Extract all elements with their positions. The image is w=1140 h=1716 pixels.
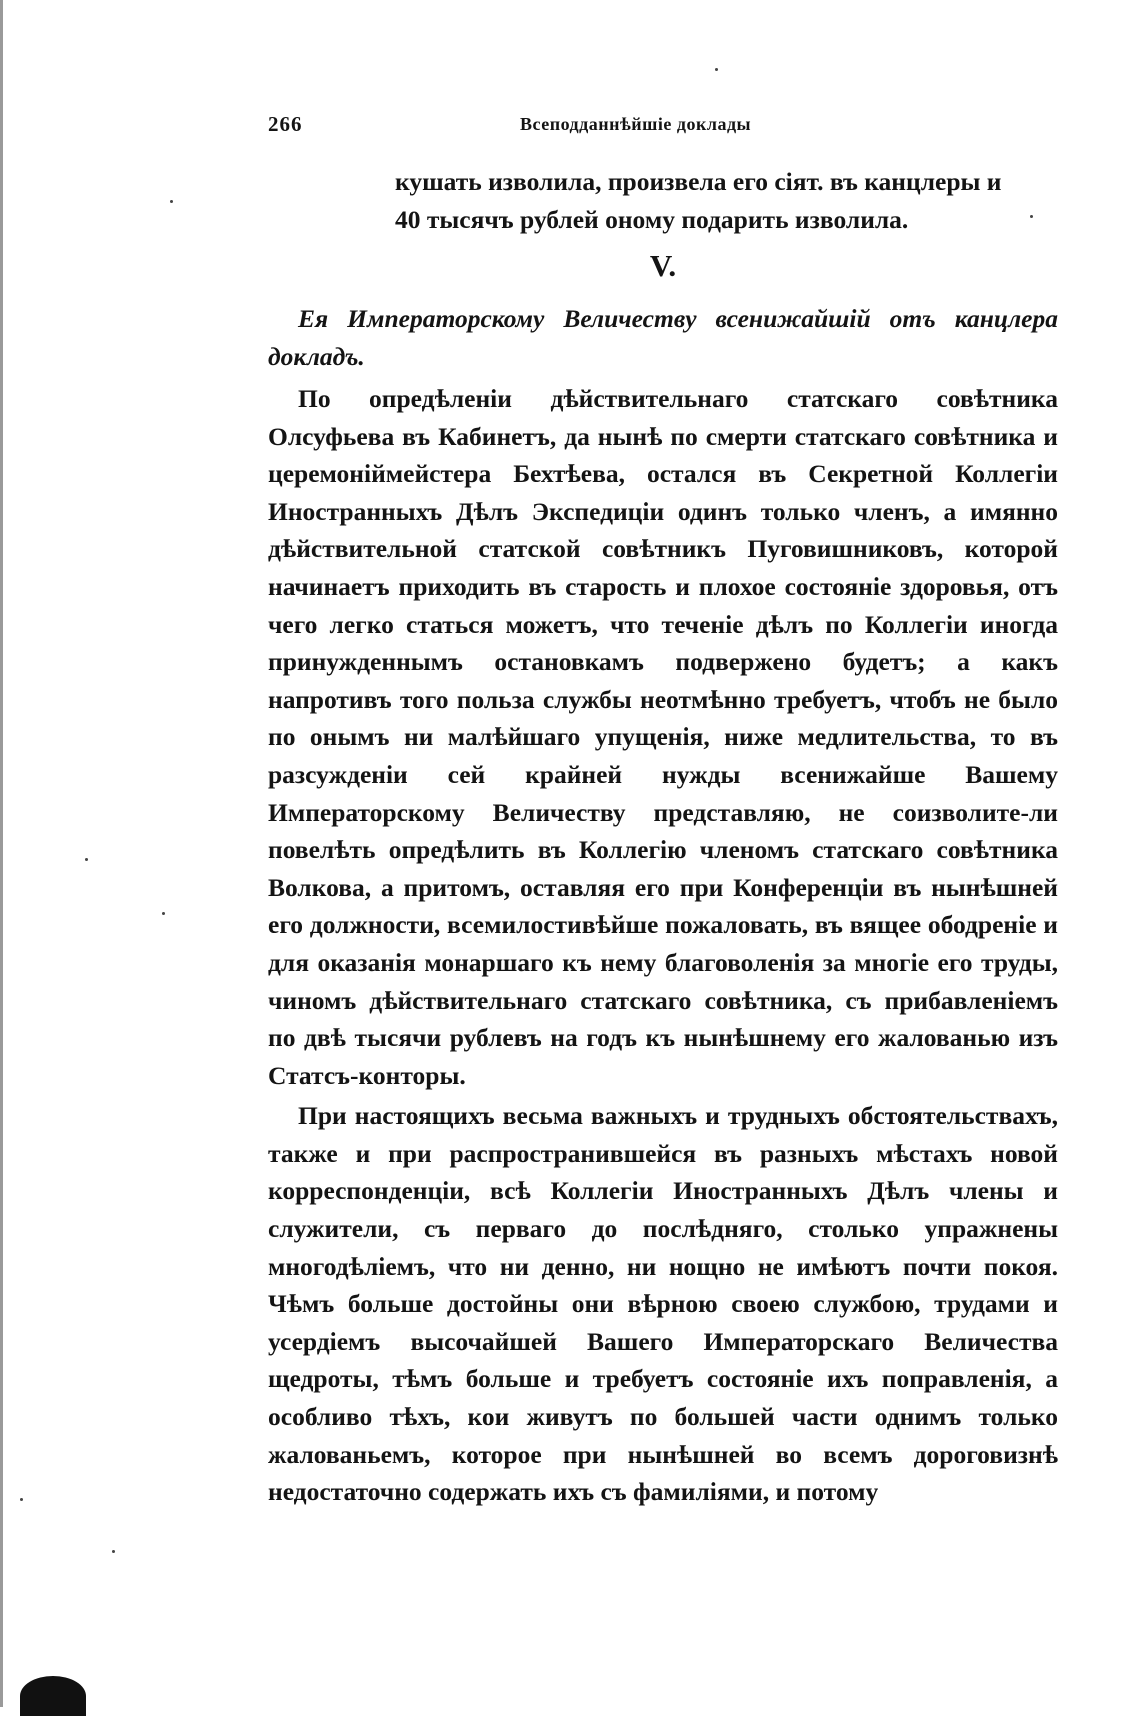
continuation-line-1: кушать изволила, произвела его сiят. въ канцлеры и [395,167,1002,196]
page-number: 266 [268,112,303,136]
scan-speck [162,912,165,915]
paragraph-2: При настоящихъ весьма важныхъ и трудныхъ обстоятельствахъ, также и при распространившейся въ разныхъ мѣстахъ новой корреспонденціи, всѣ Коллегіи Иностранныхъ Дѣлъ члены и служители, съ перваго до послѣдняго, столько упражнены многодѣліемъ, что ни денно, ни нощно не имѣютъ почти покоя. Чѣмъ больше достойны они вѣрною своею службою, трудами и усердіемъ высочайшей Вашего Императорскаго Величества щедроты, тѣмъ больше и требуетъ состояніе ихъ поправленія, а особливо тѣхъ, кои живутъ по большей части однимъ только жалованьемъ, которое при нынѣшней во всемъ дороговизнѣ недостаточно содержать ихъ съ фамиліями, и потому [268,1101,1058,1507]
scan-speck [112,1550,115,1553]
running-title: Всеподданнѣйшіе доклады [520,114,752,134]
scan-speck [85,858,88,861]
scan-speck [715,68,718,71]
paragraph-1: По опредѣленіи дѣйствительнаго статскаго совѣтника Олсуфьева въ Кабинетъ, да нынѣ по смерти статскаго совѣтника и церемоніймейстера Бехтѣева, остался въ Секретной Коллегіи Иностранныхъ Дѣлъ Экспедиціи одинъ только членъ, а имянно дѣйствительной статской совѣтникъ Пуговишниковъ, которой начинаетъ приходить въ старость и плохое состояніе здоровья, отъ чего легко статься можетъ, что теченіе дѣлъ по Коллегіи иногда принужденнымъ остановкамъ подвержено будетъ; а какъ напротивъ того польза службы неотмѣнно требуетъ, чтобъ не было по онымъ ни малѣйшаго упущенія, ниже медлительства, то въ разсужденіи сей крайней нужды всенижайше Вашему Императорскому Величеству представляю, не соизволите-ли повелѣть опредѣлить въ Коллегію членомъ статскаго совѣтника Волкова, а притомъ, оставляя его при Конференціи въ нынѣшней его должности, всемилостивѣйше пожаловать, въ вящее ободреніе и для оказанія монаршаго къ нему благоволенія за многіе его труды, чиномъ дѣйствительнаго статскаго совѣтника, съ прибавленіемъ по двѣ тысячи рублевъ на годъ къ нынѣшнему его жалованью изъ Статсъ-конторы. [268,384,1058,1090]
continuation-text [268,163,1058,238]
continuation-line-2: 40 тысячъ рублей оному подарить изволила. [395,204,909,234]
running-head [268,112,1058,140]
scan-corner-blot [20,1676,86,1716]
page-edge-shadow [0,0,3,1707]
section-heading: Ея Императорскому Величеству всенижайшій отъ канцлера докладъ. [268,304,1058,371]
scan-speck [170,200,173,203]
scan-speck [20,1498,23,1501]
scan-speck [1030,215,1033,218]
section-number: V. [649,248,677,283]
body-text [268,380,1058,1514]
